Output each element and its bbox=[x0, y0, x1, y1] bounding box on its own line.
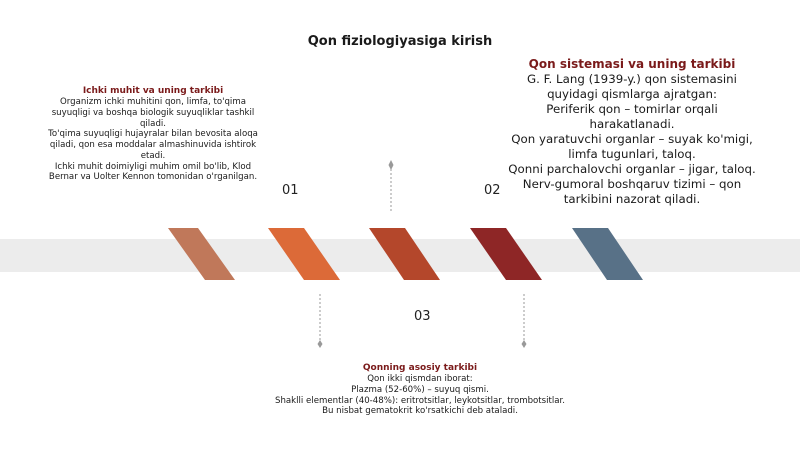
step-2-line: tarkibini nazorat qiladi. bbox=[563, 191, 701, 206]
connector-down-right bbox=[522, 294, 527, 348]
step-number-3: 03 bbox=[414, 309, 431, 324]
step-3-line: Qon ikki qismdan iborat: bbox=[367, 374, 473, 385]
step-2-line: limfa tugunlari, taloq. bbox=[568, 147, 696, 162]
step-2-heading: Qon sistemasi va uning tarkibi bbox=[528, 57, 736, 71]
step-1-line: To'qima suyuqligi hujayralar bilan bevosita aloqa bbox=[48, 129, 258, 140]
page-title: Qon fiziologiyasiga kirish bbox=[307, 34, 493, 49]
step-1-line: Organizm ichki muhitini qon, limfa, to'qima bbox=[60, 97, 246, 108]
timeline-shape-4 bbox=[470, 228, 542, 280]
step-2-text-block bbox=[508, 57, 756, 207]
step-number-2: 02 bbox=[484, 183, 501, 198]
step-3-text-block bbox=[250, 363, 590, 417]
timeline-shape-2 bbox=[268, 228, 340, 280]
step-1-line: Bernar va Uolter Kennon tomonidan o'rganilgan. bbox=[48, 172, 258, 183]
step-3-line: Shaklli elementlar (40-48%): eritrotsitlar, leykotsitlar, trombotsitlar. bbox=[274, 395, 566, 406]
step-3-line: Plazma (52-60%) – suyuq qismi. bbox=[351, 384, 489, 395]
step-3-line: Bu nisbat gematokrit ko'rsatkichi deb ataladi. bbox=[322, 406, 518, 417]
step-number-1: 01 bbox=[282, 183, 299, 198]
timeline-shape-5 bbox=[572, 228, 643, 280]
step-1-line: qiladi, qon esa moddalar almashinuvida ishtirok bbox=[49, 140, 257, 151]
connector-down-left bbox=[318, 294, 323, 348]
step-2-line: Qon yaratuvchi organlar – suyak ko'migi, bbox=[511, 132, 753, 147]
step-1-line: qiladi. bbox=[139, 118, 167, 129]
step-2-line: G. F. Lang (1939-y.) qon sistemasini bbox=[527, 72, 737, 87]
step-1-line: etadi. bbox=[140, 150, 166, 161]
timeline-shape-3 bbox=[369, 228, 440, 280]
timeline-shape-1 bbox=[168, 228, 235, 280]
step-1-line: suyuqligi va boshqa biologik suyuqliklar tashkil bbox=[51, 107, 255, 118]
step-2-line: Nerv-gumoral boshqaruv tizimi – qon bbox=[522, 177, 742, 192]
step-3-heading: Qonning asosiy tarkibi bbox=[362, 363, 478, 373]
step-1-line: Ichki muhit doimiyligi muhim omil bo'lib, Klod bbox=[54, 161, 252, 172]
step-2-line: Periferik qon – tomirlar orqali bbox=[546, 102, 718, 117]
connector-up bbox=[389, 160, 394, 213]
step-1-heading: Ichki muhit va uning tarkibi bbox=[82, 86, 224, 96]
step-2-line: harakatlanadi. bbox=[589, 117, 675, 132]
step-2-line: Qonni parchalovchi organlar – jigar, taloq. bbox=[508, 162, 756, 177]
step-2-line: quyidagi qismlarga ajratgan: bbox=[547, 87, 717, 102]
step-1-text-block bbox=[38, 86, 268, 183]
